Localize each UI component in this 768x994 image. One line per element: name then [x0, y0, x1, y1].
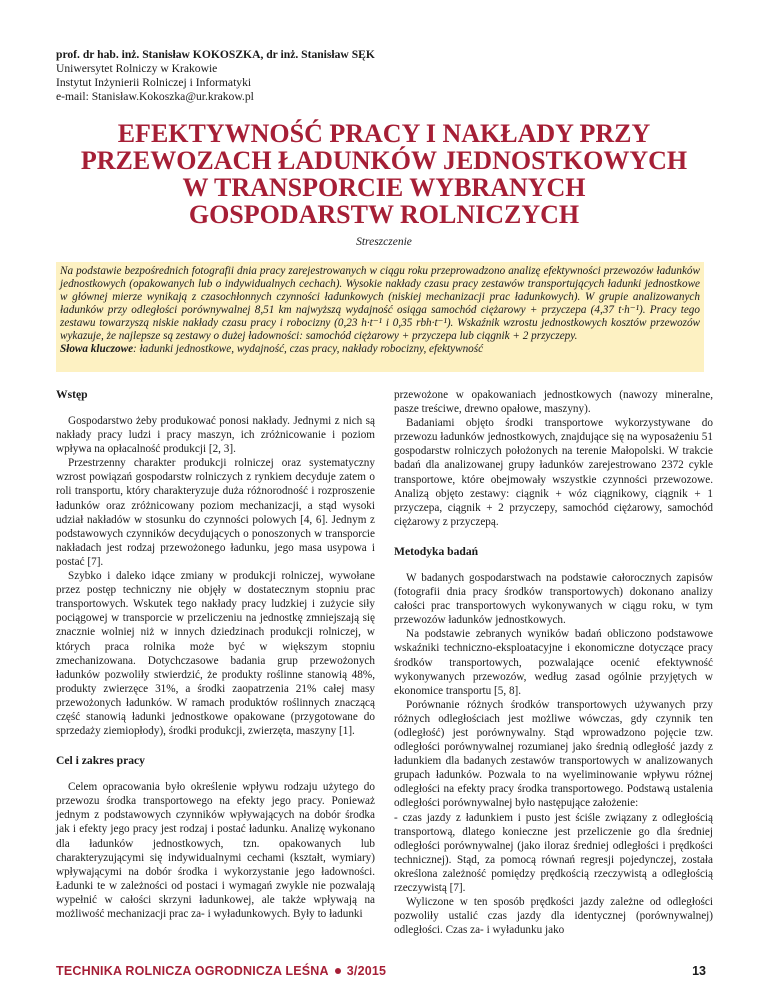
- paragraph: - czas jazdy z ładunkiem i pusto jest ściśle związany z odległością transportową, dlatego konieczne jest przeliczenie go dla średniej odległości porównywalnej (jako iloraz średniej odległości i prędkości technicznej). Stąd, za pomocą równań regresji pojedynczej, została określona zależność pomiędzy prędkością rzeczywistą a odległością rzeczywistą [7].: [394, 811, 713, 894]
- article-title: [0, 120, 768, 228]
- section-heading-metodyka: Metodyka badań: [394, 544, 479, 558]
- paragraph: Gospodarstwo żeby produkować ponosi nakłady. Jednymi z nich są nakłady pracy ludzi i pracy maszyn, ich zróżnicowanie i poziom wpływa na opłacalność produkcji [2, 3].: [56, 415, 375, 456]
- paragraph: Szybko i daleko idące zmiany w produkcji rolniczej, wywołane przez postęp techniczny nie objęły w dostatecznym stopniu prac transportowych. Wskutek tego nakłady pracy ludzkiej i zużycie siły pociągowej w transporcie w przeliczeniu na jednostkę zmniejszają się znacznie wolniej niż w innych dziedzinach produkcji rolniczej, w których praca rolnika może być w większym stopniu zmechanizowana. Dotychczasowe badania grup przewożonych ładunków pozwoliły stwierdzić, że produkty roślinne stanowią 48%, produkty zwierzęce 31%, a środki zaopatrzenia 21% całej masy przewożonych ładunków. W ramach produktów roślinnych znaczącą część stanowią ładunki jednostkowe opakowane (przygotowane do sprzedaży ziemiopłody), środki produkcji, zwierzęta, maszyny [1].: [56, 570, 375, 738]
- paragraph: Na podstawie zebranych wyników badań obliczono podstawowe wskaźniki techniczno-eksploatacyjne i ekonomiczne dotyczące pracy środków transportowych, pozwalające ocenić efektywność wykonywanych przewozów, według zasad ogólnie przyjętych w ekonomice transportu [5, 8].: [394, 628, 713, 697]
- author-names: prof. dr hab. inż. Stanisław KOKOSZKA, dr inż. Stanisław SĘK: [56, 48, 375, 61]
- abstract-text: Na podstawie bezpośrednich fotografii dnia pracy zarejestrowanych w ciągu roku przeprowadzono analizę efektywności przewozów ładunków jednostkowych (opakowanych lub o indywidualnych cechach). Wysokie nakłady czasu pracy zestawów transportujących ładunki jednostkowe w głównej mierze wynikają z czasochłonnych czynności ładunkowych (niskiej mechanizacji prac ładunkowych). W grupie analizowanych ładunków przy odległości porównywalnej 8,51 km najwyższą wydajność osiąga samochód ciężarowy + przyczepa (4,37 t·h⁻¹). Pracy tego zestawu towarzyszą niskie nakłady czasu pracy i robocizny (0,23 h·t⁻¹ i 0,35 rbh·t⁻¹). Wskaźnik wzrostu jednostkowych kosztów przewozów wykazuje, że najlepsze są zestawy o dużej ładowności: samochód ciężarowy + przyczepa lub ciągnik + 2 przyczepy.: [60, 265, 700, 342]
- title-line: W TRANSPORCIE WYBRANYCH: [182, 173, 586, 202]
- paragraph: Celem opracowania było określenie wpływu rodzaju użytego do przewozu środka transportowego na efekty jego pracy. Ponieważ jednym z podstawowych czynników wpływających na dobór środka jak i efekty jego pracy jest rodzaj i postać ładunku. Analizę wykonano dla ładunków jednostkowych, tzn. opakowanych lub charakteryzującymi się indywidualnymi cechami (kształt, wymiary) wpływającymi na dobór środka i wykorzystanie jego ładowności. Ładunki te w zależności od postaci i wymagań zwykle nie pozwalają wypełnić w całości skrzyni ładunkowej, ale także wpływają na możliwość mechanizacji prac za- i wyładunkowych. Były to ładunki: [56, 781, 375, 920]
- abstract-box: [56, 262, 704, 372]
- author-email: e-mail: Stanisław.Kokoszka@ur.krakow.pl: [56, 90, 254, 103]
- journal-name: TECHNIKA ROLNICZA OGRODNICZA LEŚNA: [56, 964, 329, 978]
- paragraph: Porównanie różnych środków transportowych używanych przy różnych odległościach jest możliwe wówczas, gdy czynnik ten (odległość) jest porównywalny. Stąd wprowadzono pojęcie tzw. odległości porównywalnej rozumianej jako średnią odległość jazdy z ładunkiem dla badanych zestawów transportowych w analizowanych grupach ładunków. Pozwala to na wyeliminowanie wpływu różnej odległości na efekty pracy środka transportowego. Podstawą ustalenia odległości porównywalnej było następujące założenie:: [394, 698, 713, 810]
- author-block: [56, 48, 375, 104]
- right-column: [394, 388, 713, 937]
- journal-footer: [56, 964, 386, 978]
- bullet-icon: [335, 968, 341, 974]
- paragraph: Wyliczone w ten sposób prędkości jazdy zależne od odległości pozwoliły ustalić czas jazdy dla identycznej (porównywalnej) odległości. Czas za- i wyładunku jako: [394, 896, 713, 937]
- title-line: PRZEWOZACH ŁADUNKÓW JEDNOSTKOWYCH: [80, 146, 688, 175]
- page-footer: [56, 964, 706, 982]
- keywords-text: : ładunki jednostkowe, wydajność, czas pracy, nakłady robocizny, efektywność: [133, 343, 484, 355]
- page-number: 13: [692, 964, 706, 978]
- journal-issue: 3/2015: [346, 964, 387, 978]
- affiliation-institute: Instytut Inżynierii Rolniczej i Informatyki: [56, 76, 252, 89]
- affiliation-university: Uniwersytet Rolniczy w Krakowie: [56, 62, 218, 75]
- paragraph: Badaniami objęto środki transportowe wykorzystywane do przewozu ładunków jednostkowych, znajdujące się na wyposażeniu 51 gospodarstw rolniczych położonych na terenie Małopolski. W trakcie badań dla analizowanej grupy ładunków zarejestrowano 2372 cykle transportowe, które obejmowały wszystkie czynności przewozowe. Analizą objęto zestawy: ciągnik + wóz ciągnikowy, ciągnik + 1 przyczepa, ciągnik + 2 przyczepy, samochód ciężarowy, samochód ciężarowy z przyczepą.: [394, 417, 713, 528]
- section-heading-cel: Cel i zakres pracy: [56, 754, 145, 768]
- paragraph: przewożone w opakowaniach jednostkowych (nawozy mineralne, pasze treściwe, drewno opałowe, maszyny).: [394, 389, 713, 416]
- left-column: [56, 388, 375, 921]
- title-line: EFEKTYWNOŚĆ PRACY I NAKŁADY PRZY: [117, 119, 651, 148]
- paragraph: Przestrzenny charakter produkcji rolniczej oraz systematyczny wzrost powiązań gospodarstw rolniczych z rynkiem decyduje zatem o roli transportu, który charakteryzuje duża różnorodność i rozproszenie ładunków oraz zróżnicowany poziom mechanizacji, a stąd wysoki udział nakładów w stosunku do czynności polowych [4, 6]. Jednym z podstawowych czynników decydujących o ponoszonych w transporcie nakładach jest rodzaj przewożonego ładunku, jego masa usypowa i postać [7].: [56, 457, 375, 568]
- paragraph: W badanych gospodarstwach na podstawie całorocznych zapisów (fotografii dnia pracy środków transportowych) dokonano analizy całości prac transportowych wykonywanych w ciągu roku, w tym przewozów ładunków jednostkowych.: [394, 571, 713, 627]
- title-line: GOSPODARSTW ROLNICZYCH: [188, 200, 580, 229]
- abstract-heading: Streszczenie: [356, 236, 412, 248]
- keywords-label: Słowa kluczowe: [60, 343, 134, 355]
- section-heading-wstep: Wstęp: [56, 388, 88, 401]
